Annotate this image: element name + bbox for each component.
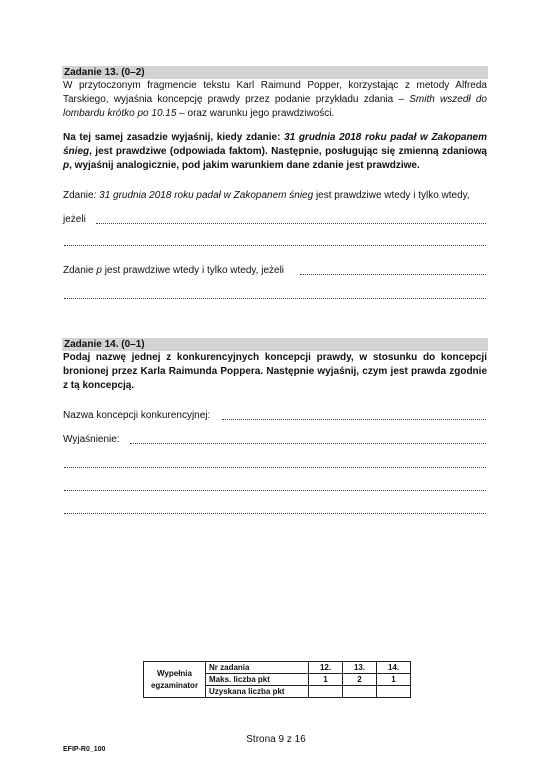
task-13-intro-text-a: W przytoczonym fragmencie tekstu Karl Raimund Popper, korzystając z metody Alfreda Tarskiego, wyjaśnia koncepcję prawdy przez podanie przykładu zdania – <box>63 80 487 105</box>
task-13-answer-text-a: Zdanie <box>63 190 94 201</box>
task-13-p-text-b: jest prawdziwe wtedy i tylko wtedy, jeżeli <box>101 265 285 276</box>
task-14-instruction: Podaj nazwę jednej z konkurencyjnych koncepcji prawdy, w stosunku do koncepcji bronionej przez Karla Raimunda Poppera. Następnie wyjaśnij, czym jest prawda zgodnie z tą koncepcją. <box>63 352 487 391</box>
task-13-answer-sentence: : 31 grudnia 2018 roku padał w Zakopanem śnieg <box>93 190 314 201</box>
grading-fill-label-1: Wypełnia <box>157 668 192 678</box>
exam-code: EFIP-R0_100 <box>63 746 106 753</box>
task-13-instruction-text-a: Na tej samej zasadzie wyjaśnij, kiedy zdanie: <box>63 132 285 143</box>
grading-fill-label-2: egzaminator <box>150 680 199 690</box>
page-number: Strona 9 z 16 <box>246 734 306 745</box>
grading-obtained-12[interactable] <box>309 686 343 698</box>
task-13-p-prompt <box>63 264 284 277</box>
task-14-explain-label: Wyjaśnienie: <box>63 434 120 445</box>
grading-task-label: Nr zadania <box>206 662 309 674</box>
task-14-explain-line-1[interactable] <box>130 443 486 444</box>
grading-task-14: 14. <box>377 662 411 674</box>
task-14-header: Zadanie 14. (0–1) <box>62 338 488 351</box>
task-13-header: Zadanie 13. (0–2) <box>62 66 488 79</box>
grading-max-12: 1 <box>309 674 343 686</box>
task-13-intro-text-b: – oraz warunku jego prawdziwości. <box>176 108 335 119</box>
task-13-if-label: jeżeli <box>63 214 86 225</box>
grading-task-12: 12. <box>309 662 343 674</box>
task-13-answer-line-1[interactable] <box>96 223 486 224</box>
grading-obtained-label: Uzyskana liczba pkt <box>206 686 309 698</box>
grading-row-task <box>144 662 411 674</box>
grading-obtained-13[interactable] <box>343 686 377 698</box>
task-13-instruction <box>63 131 487 173</box>
grading-max-13: 2 <box>343 674 377 686</box>
task-13-instruction-sentence: 31 grudnia 2018 roku padał w Zakopanem śnieg <box>63 132 488 157</box>
grading-obtained-14[interactable] <box>377 686 411 698</box>
task-14-explain-line-3[interactable] <box>64 490 486 491</box>
grading-max-14: 1 <box>377 674 411 686</box>
task-13-p-answer-line-2[interactable] <box>64 298 486 299</box>
grading-examiner-cell <box>144 662 206 698</box>
task-13-p-variable: p <box>96 265 102 276</box>
task-13-p-answer-line-1[interactable] <box>300 274 486 275</box>
task-13-answer-text-b: jest prawdziwe wtedy i tylko wtedy, <box>313 190 470 201</box>
task-14-name-label: Nazwa koncepcji konkurencyjnej: <box>63 410 211 421</box>
grading-max-label: Maks. liczba pkt <box>206 674 309 686</box>
task-13-intro-example: Smith wszedł do lombardu krótko po 10.15 <box>63 94 487 119</box>
grading-table <box>143 661 411 698</box>
task-13-intro <box>63 79 487 121</box>
task-13-answer-line-2[interactable] <box>64 245 486 246</box>
task-13-instruction-variable: p <box>63 160 70 171</box>
task-13-p-text-a: Zdanie <box>63 265 97 276</box>
task-14-explain-line-2[interactable] <box>64 467 486 468</box>
task-13-answer-prompt <box>63 189 470 202</box>
task-14-name-answer-line[interactable] <box>222 419 486 420</box>
grading-task-13: 13. <box>343 662 377 674</box>
task-14-explain-line-4[interactable] <box>64 513 486 514</box>
task-13-instruction-text-b: , jest prawdziwe (odpowiada faktom). Następnie, posługując się zmienną zdaniową <box>89 146 487 157</box>
task-13-instruction-text-c: , wyjaśnij analogicznie, pod jakim warunkiem dane zdanie jest prawdziwe. <box>69 160 420 171</box>
